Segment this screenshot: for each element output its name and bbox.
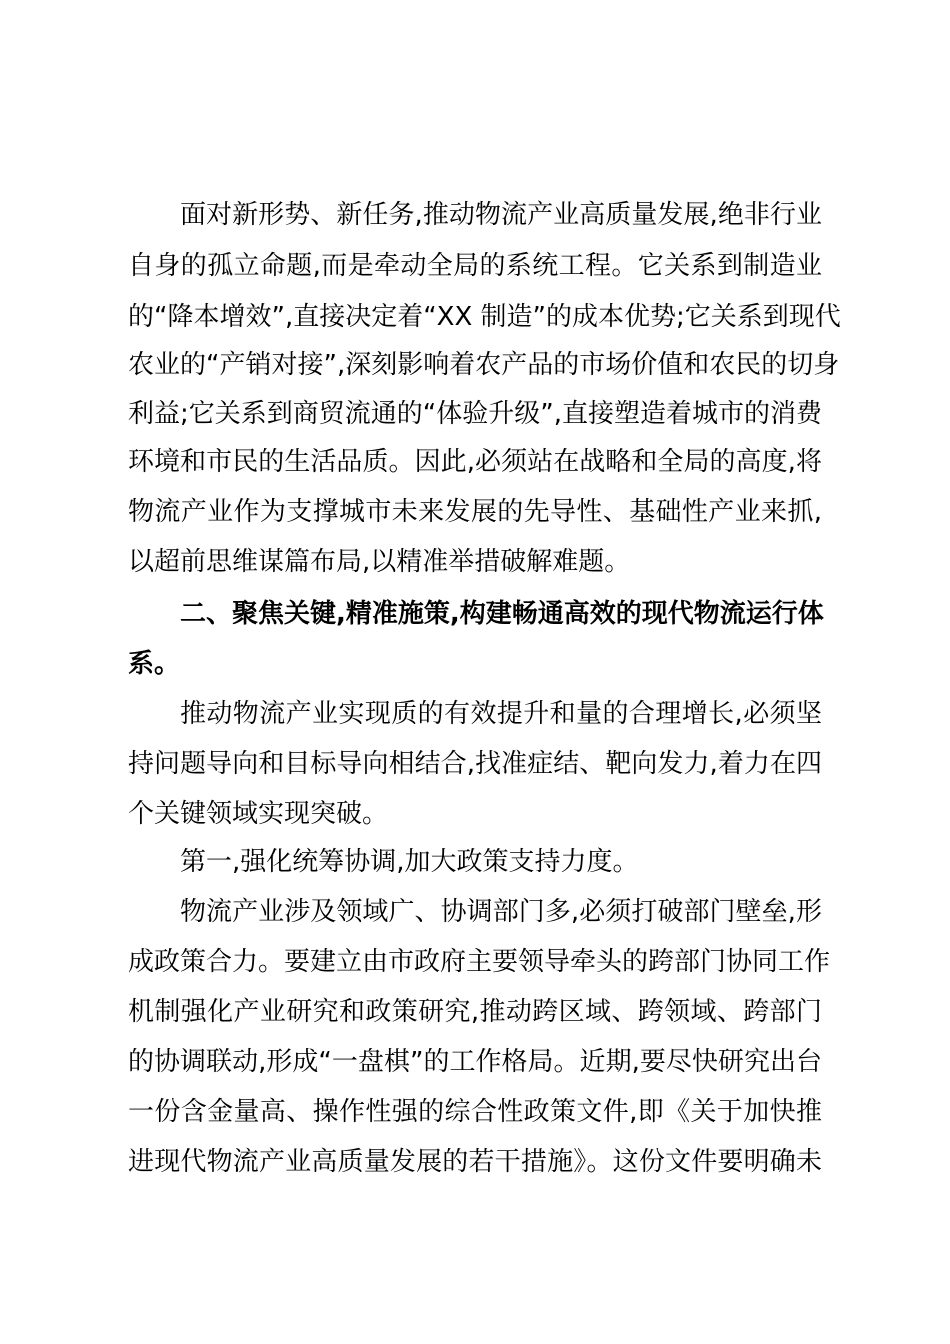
paragraph-line: 机制强化产业研究和政策研究,推动跨区域、跨领域、跨部门 xyxy=(128,997,822,1027)
paragraph-line: 一份含金量高、操作性强的综合性政策文件,即《关于加快推 xyxy=(128,1097,822,1127)
paragraph-line: 持问题导向和目标导向相结合,找准症结、靶向发力,着力在四 xyxy=(128,749,822,779)
paragraph-line: 物流产业涉及领域广、协调部门多,必须打破部门壁垒,形 xyxy=(180,897,822,927)
section-heading: 系。 xyxy=(128,649,181,679)
paragraph-line: 以超前思维谋篇布局,以精准举措破解难题。 xyxy=(128,547,631,577)
paragraph-line: 物流产业作为支撑城市未来发展的先导性、基础性产业来抓, xyxy=(128,497,822,527)
paragraph-line: 推动物流产业实现质的有效提升和量的合理增长,必须坚 xyxy=(180,699,822,729)
paragraph-line: 自身的孤立命题,而是牵动全局的系统工程。它关系到制造业 xyxy=(128,251,822,281)
paragraph-line: 进现代物流产业高质量发展的若干措施》。这份文件要明确未 xyxy=(128,1147,822,1177)
section-heading: 二、聚焦关键,精准施策,构建畅通高效的现代物流运行体 xyxy=(180,599,824,629)
paragraph-line: 的协调联动,形成“一盘棋”的工作格局。近期,要尽快研究出台 xyxy=(128,1047,822,1077)
paragraph-line: 个关键领域实现突破。 xyxy=(128,799,389,829)
subheading: 第一,强化统筹协调,加大政策支持力度。 xyxy=(180,847,639,877)
paragraph-line: 农业的“产销对接”,深刻影响着农产品的市场价值和农民的切身 xyxy=(128,350,840,380)
paragraph-line: 的“降本增效”,直接决定着“XX 制造”的成本优势;它关系到现代 xyxy=(128,302,841,332)
paragraph-line: 利益;它关系到商贸流通的“体验升级”,直接塑造着城市的消费 xyxy=(128,399,822,429)
paragraph-line: 面对新形势、新任务,推动物流产业高质量发展,绝非行业 xyxy=(180,200,822,230)
paragraph-line: 环境和市民的生活品质。因此,必须站在战略和全局的高度,将 xyxy=(128,447,822,477)
paragraph-line: 成政策合力。要建立由市政府主要领导牵头的跨部门协同工作 xyxy=(128,947,831,977)
